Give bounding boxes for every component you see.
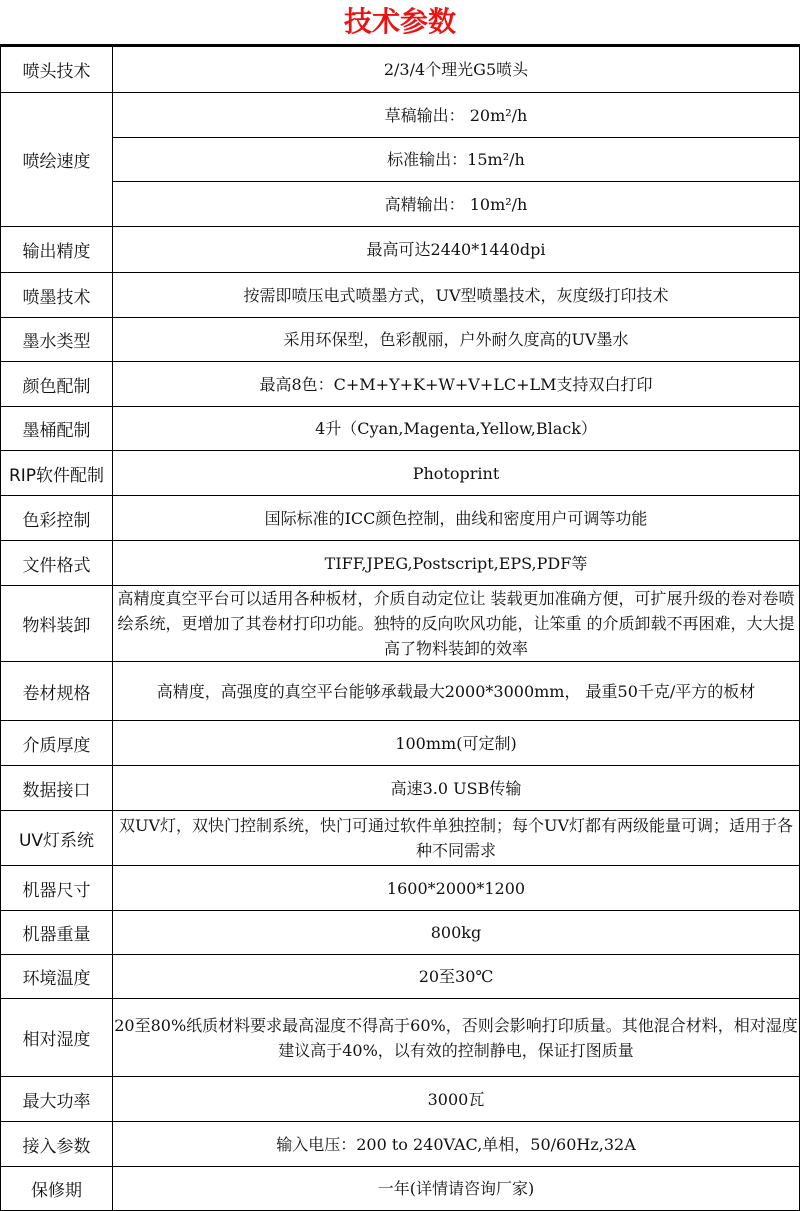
table-row: [1, 138, 800, 182]
page-title: 技术参数: [0, 0, 800, 46]
row-label: 颜色配制: [1, 362, 113, 407]
table-row: [1, 227, 800, 273]
row-value: 按需即喷压电式喷墨方式，UV型喷墨技术，灰度级打印技术: [113, 273, 800, 318]
table-row: [1, 362, 800, 407]
row-value: 高精度真空平台可以适用各种板材，介质自动定位让 装载更加准确方便，可扩展升级的卷对卷喷绘系统，更增加了其卷材打印功能。独特的反向吹风功能，让笨重 的介质卸载不再困难，大大提高了物料装卸的效率: [113, 586, 800, 662]
row-label: 保修期: [1, 1167, 113, 1211]
row-label: 机器重量: [1, 911, 113, 955]
row-label: 接入参数: [1, 1122, 113, 1167]
table-row: [1, 999, 800, 1077]
row-value: 2/3/4个理光G5喷头: [113, 47, 800, 93]
row-label: 相对湿度: [1, 999, 113, 1077]
row-value: 高速3.0 USB传输: [113, 766, 800, 811]
row-label: 文件格式: [1, 541, 113, 586]
row-label: 介质厚度: [1, 721, 113, 766]
table-row: [1, 496, 800, 541]
row-value: 800kg: [113, 911, 800, 955]
row-value: 一年(详情请咨询厂家): [113, 1167, 800, 1211]
row-value: 采用环保型，色彩靓丽，户外耐久度高的UV墨水: [113, 318, 800, 362]
row-label: 喷墨技术: [1, 273, 113, 318]
table-row: [1, 866, 800, 911]
row-value: 最高可达2440*1440dpi: [113, 227, 800, 273]
row-label: 墨水类型: [1, 318, 113, 362]
table-row: [1, 273, 800, 318]
table-row: [1, 1122, 800, 1167]
table-row: [1, 541, 800, 586]
row-value: 20至30℃: [113, 955, 800, 999]
spec-table: [0, 46, 800, 1211]
row-value: 100mm(可定制): [113, 721, 800, 766]
row-label: 机器尺寸: [1, 866, 113, 911]
table-row: [1, 911, 800, 955]
row-value: 4升（Cyan,Magenta,Yellow,Black）: [113, 407, 800, 451]
table-row: [1, 586, 800, 662]
row-label: 色彩控制: [1, 496, 113, 541]
row-label: 环境温度: [1, 955, 113, 999]
row-label: 输出精度: [1, 227, 113, 273]
row-value: 最高8色：C+M+Y+K+W+V+LC+LM支持双白打印: [113, 362, 800, 407]
row-value: 国际标准的ICC颜色控制，曲线和密度用户可调等功能: [113, 496, 800, 541]
row-value: 1600*2000*1200: [113, 866, 800, 911]
row-value: 双UV灯，双快门控制系统，快门可通过软件单独控制；每个UV灯都有两级能量可调；适用于各种不同需求: [113, 811, 800, 866]
table-row: [1, 811, 800, 866]
table-row: [1, 47, 800, 93]
row-value-draft: 草稿输出： 20m²/h: [113, 93, 800, 138]
row-label: 墨桶配制: [1, 407, 113, 451]
table-row: [1, 451, 800, 496]
row-label: 数据接口: [1, 766, 113, 811]
table-row: [1, 721, 800, 766]
row-value-standard: 标准输出：15m²/h: [113, 138, 800, 182]
row-value: TIFF,JPEG,Postscript,EPS,PDF等: [113, 541, 800, 586]
row-value: Photoprint: [113, 451, 800, 496]
table-row: [1, 318, 800, 362]
row-value: 输入电压：200 to 240VAC,单相，50/60Hz,32A: [113, 1122, 800, 1167]
table-row: [1, 182, 800, 227]
table-row: [1, 766, 800, 811]
row-label: 卷材规格: [1, 662, 113, 721]
table-row: [1, 662, 800, 721]
table-row: [1, 1167, 800, 1211]
row-value-fine: 高精输出： 10m²/h: [113, 182, 800, 227]
table-row: [1, 1077, 800, 1122]
row-label: 最大功率: [1, 1077, 113, 1122]
row-label: 喷头技术: [1, 47, 113, 93]
table-row: [1, 955, 800, 999]
row-label: 物料装卸: [1, 586, 113, 662]
row-label: UV灯系统: [1, 811, 113, 866]
row-value: 20至80%纸质材料要求最高湿度不得高于60%，否则会影响打印质量。其他混合材料，相对湿度建议高于40%，以有效的控制静电，保证打图质量: [113, 999, 800, 1077]
row-label: RIP软件配制: [1, 451, 113, 496]
row-value: 3000瓦: [113, 1077, 800, 1122]
row-label: 喷绘速度: [1, 93, 113, 227]
table-row: [1, 407, 800, 451]
row-value: 高精度，高强度的真空平台能够承载最大2000*3000mm， 最重50千克/平方的板材: [113, 662, 800, 721]
table-row: [1, 93, 800, 138]
